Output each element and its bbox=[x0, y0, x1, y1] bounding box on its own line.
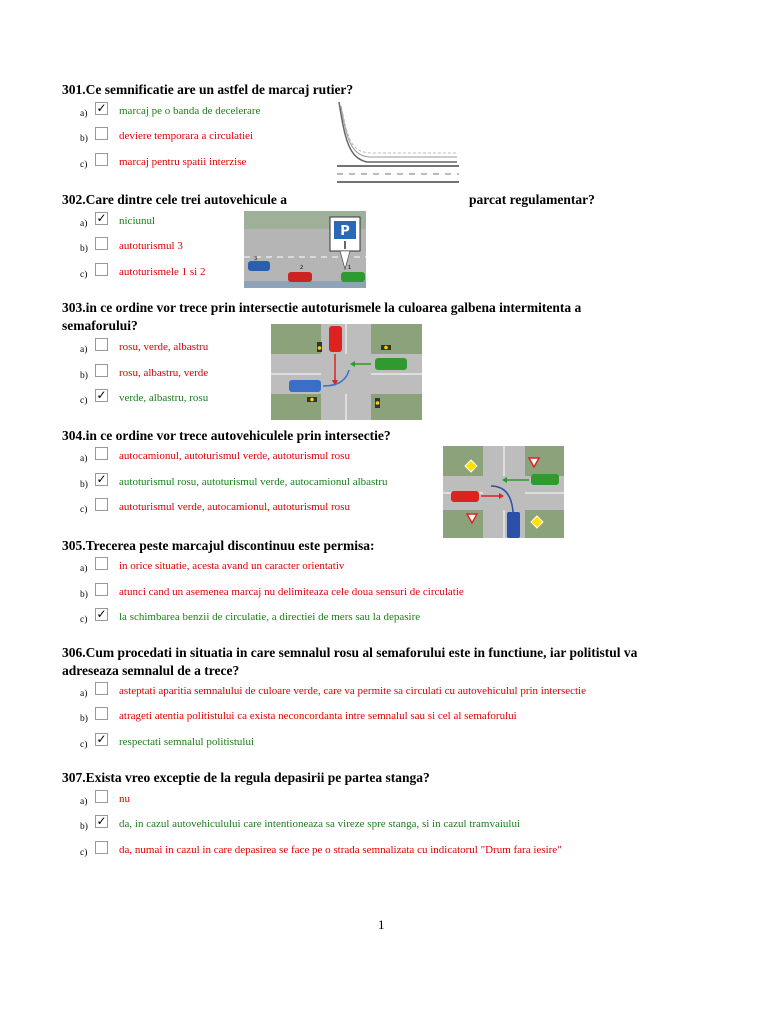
option-text: verde, albastru, rosu bbox=[119, 392, 209, 404]
option-text: autoturismul verde, autocamionul, autoturismul rosu bbox=[119, 501, 350, 513]
car-label-3: 3 bbox=[254, 256, 258, 262]
parking-sign-letter: P bbox=[340, 224, 350, 239]
option-letter: b) bbox=[80, 822, 88, 832]
option-letter: b) bbox=[80, 480, 88, 490]
option-letter: a) bbox=[80, 797, 88, 807]
option-letter: a) bbox=[80, 564, 88, 574]
question-306-title-line-1: 306.Cum procedati in situatia in care semnalul rosu al semaforului este in functiune, iar politistul va bbox=[62, 645, 638, 660]
option-letter: b) bbox=[80, 371, 88, 381]
option-letter: a) bbox=[80, 109, 88, 119]
option-letter: b) bbox=[80, 244, 88, 254]
option-text: autoturismul rosu, autoturismul verde, autocamionul albastru bbox=[119, 476, 388, 488]
checkbox[interactable] bbox=[95, 841, 108, 854]
checkbox[interactable] bbox=[95, 127, 108, 140]
checkbox-checked[interactable]: ✓ bbox=[96, 472, 107, 486]
question-306-title-line-2: adreseaza semnalul de a trece? bbox=[62, 663, 240, 678]
page-number: 1 bbox=[378, 917, 385, 932]
question-301-title: 301.Ce semnificatie are un astfel de marcaj rutier? bbox=[62, 82, 354, 97]
question-303-title-line-1: 303.in ce ordine vor trece prin intersectie autoturismele la culoarea galbena intermitenta a bbox=[62, 300, 582, 315]
option-letter: a) bbox=[80, 345, 88, 355]
option-text: autocamionul, autoturismul verde, autoturismul rosu bbox=[119, 450, 350, 462]
option-text: da, numai in cazul in care depasirea se face pe o strada semnalizata cu indicatorul "Drum fara iesire" bbox=[119, 844, 562, 856]
option-letter: a) bbox=[80, 454, 88, 464]
checkbox[interactable] bbox=[95, 583, 108, 596]
option-text: marcaj pe o banda de decelerare bbox=[119, 105, 261, 117]
option-text: da, in cazul autovehiculului care intentioneaza sa vireze spre stanga, si in cazul tramvaiului bbox=[119, 818, 521, 830]
option-text: la schimbarea benzii de circulatie, a directiei de mers sau la depasire bbox=[119, 611, 421, 623]
option-text: autoturismele 1 si 2 bbox=[119, 266, 206, 278]
checkbox-checked[interactable]: ✓ bbox=[96, 388, 107, 402]
checkbox[interactable] bbox=[95, 498, 108, 511]
checkbox[interactable] bbox=[95, 707, 108, 720]
option-letter: c) bbox=[80, 505, 88, 515]
option-letter: c) bbox=[80, 160, 88, 170]
option-text: niciunul bbox=[119, 215, 156, 227]
road-marking-image bbox=[337, 100, 459, 188]
option-text: asteptati aparitia semnalului de culoare verde, care va permite sa circulati cu autovehiculul prin intersectie bbox=[119, 685, 586, 697]
option-letter: c) bbox=[80, 740, 88, 750]
option-text: respectati semnalul politistului bbox=[119, 736, 255, 748]
question-302-title-part-2: parcat regulamentar? bbox=[469, 192, 595, 207]
question-307-title: 307.Exista vreo exceptie de la regula depasirii pe partea stanga? bbox=[62, 770, 430, 785]
question-302-title-part-1: 302.Care dintre cele trei autovehicule a bbox=[62, 192, 287, 207]
option-text: in orice situatie, acesta avand un caracter orientativ bbox=[119, 560, 345, 572]
option-text: atunci cand un asemenea marcaj nu delimiteaza cele doua sensuri de circulatie bbox=[119, 586, 464, 598]
option-letter: c) bbox=[80, 615, 88, 625]
checkbox[interactable] bbox=[95, 237, 108, 250]
checkbox[interactable] bbox=[95, 447, 108, 460]
intersection-image-304 bbox=[443, 446, 564, 538]
option-letter: c) bbox=[80, 848, 88, 858]
car-label-2: 2 bbox=[300, 265, 304, 271]
checkbox-checked[interactable]: ✓ bbox=[96, 814, 107, 828]
checkbox-checked[interactable]: ✓ bbox=[96, 732, 107, 746]
option-letter: a) bbox=[80, 219, 88, 229]
option-text: rosu, verde, albastru bbox=[119, 341, 209, 353]
checkbox[interactable] bbox=[95, 338, 108, 351]
option-letter: c) bbox=[80, 396, 88, 406]
checkbox-checked[interactable]: ✓ bbox=[96, 607, 107, 621]
intersection-image-303 bbox=[271, 324, 422, 420]
option-text: deviere temporara a circulatiei bbox=[119, 130, 254, 142]
option-letter: b) bbox=[80, 134, 88, 144]
checkbox-checked[interactable]: ✓ bbox=[96, 211, 107, 225]
option-text: autoturismul 3 bbox=[119, 240, 183, 252]
option-text: marcaj pentru spatii interzise bbox=[119, 156, 247, 168]
option-letter: b) bbox=[80, 714, 88, 724]
option-text: nu bbox=[119, 793, 130, 805]
option-letter: a) bbox=[80, 689, 88, 699]
question-305-title: 305.Trecerea peste marcajul discontinuu este permisa: bbox=[62, 538, 375, 553]
question-304-title: 304.in ce ordine vor trece autovehiculele prin intersectie? bbox=[62, 428, 391, 443]
option-text: atrageti atentia politistului ca exista neconcordanta intre semnalul sau si cel al semaforului bbox=[119, 710, 517, 722]
checkbox[interactable] bbox=[95, 263, 108, 276]
checkbox[interactable] bbox=[95, 790, 108, 803]
option-letter: b) bbox=[80, 590, 88, 600]
option-letter: c) bbox=[80, 270, 88, 280]
parking-scene-image bbox=[244, 211, 366, 288]
checkbox-checked[interactable]: ✓ bbox=[96, 101, 107, 115]
checkbox[interactable] bbox=[95, 364, 108, 377]
car-label-1: 1 bbox=[348, 265, 352, 271]
option-text: rosu, albastru, verde bbox=[119, 367, 209, 379]
checkbox[interactable] bbox=[95, 153, 108, 166]
checkbox[interactable] bbox=[95, 682, 108, 695]
checkbox[interactable] bbox=[95, 557, 108, 570]
question-303-title-line-2: semaforului? bbox=[62, 318, 138, 333]
